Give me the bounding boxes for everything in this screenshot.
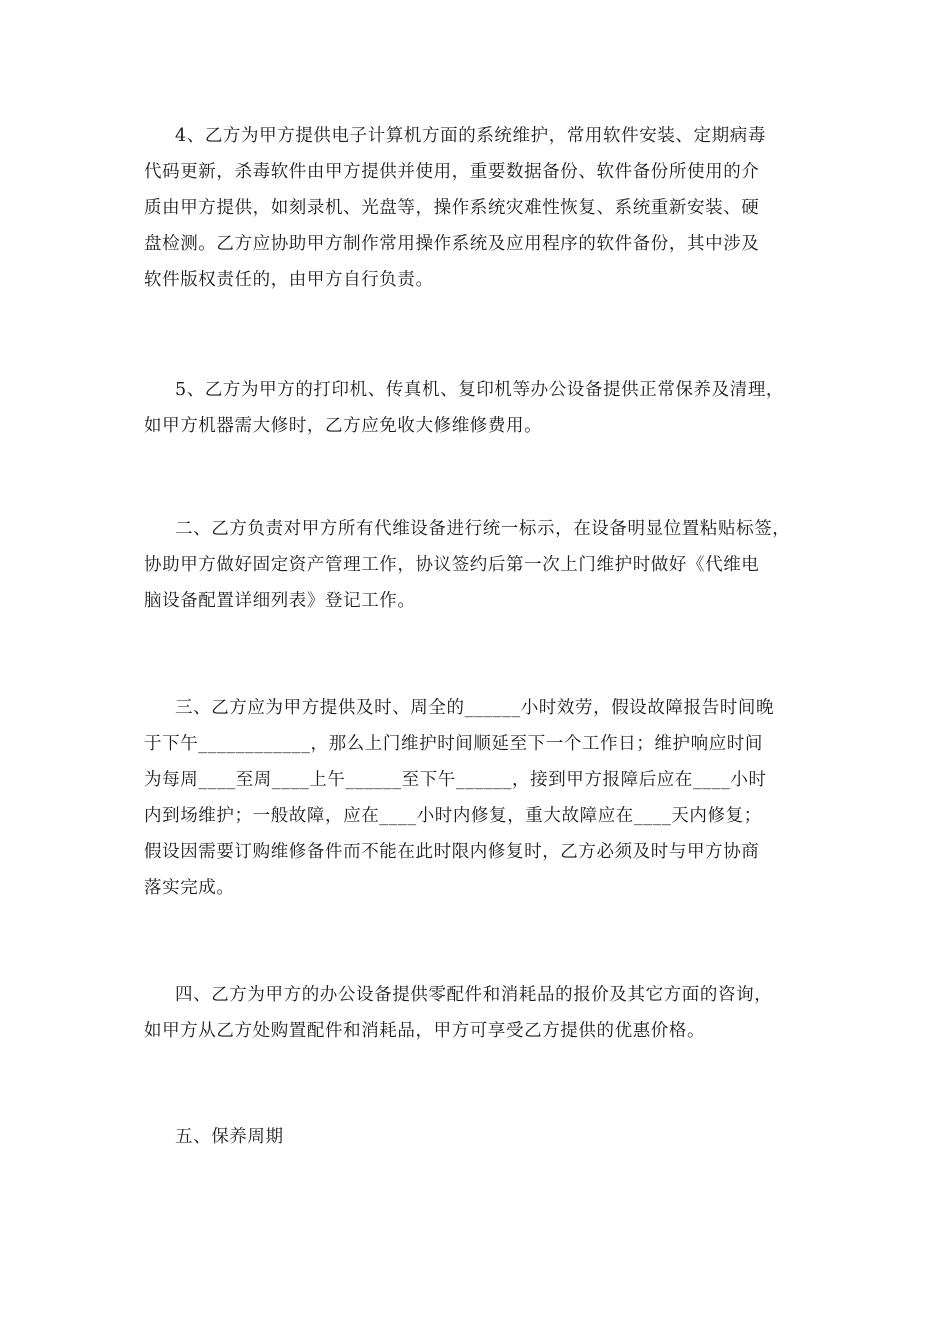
clause-4-system-maintenance [144, 118, 814, 298]
section-3-service-response [144, 690, 814, 906]
text-line: 5、乙方为甲方的打印机、传真机、复印机等办公设备提供正常保养及清理， [175, 380, 785, 400]
text-line: 质由甲方提供，如刻录机、光盘等，操作系统灾难性恢复、系统重新安装、硬 [144, 198, 760, 218]
text-line: 假设因需要订购维修备件而不能在此时限内修复时，乙方必须及时与甲方协商 [144, 842, 760, 862]
text-line: 二、乙方负责对甲方所有代维设备进行统一标示，在设备明显位置粘贴标签， [175, 519, 791, 539]
text-line: 脑设备配置详细列表》登记工作。 [144, 591, 416, 611]
text-line: 代码更新，杀毒软件由甲方提供并使用，重要数据备份、软件备份所使用的介 [144, 162, 760, 182]
text-line: 三、乙方应为甲方提供及时、周全的______小时效劳，假设故障报告时间晚 [175, 698, 775, 718]
section-5-heading [144, 1119, 814, 1155]
text-line: 于下午____________，那么上门维护时间顺延至下一个工作日；维护响应时间 [144, 734, 763, 754]
text-line: 落实完成。 [144, 878, 235, 898]
text-line: 内到场维护；一般故障，应在____小时内修复，重大故障应在____天内修复； [144, 806, 762, 826]
text-line: 如甲方从乙方处购置配件和消耗品，甲方可享受乙方提供的优惠价格。 [144, 1021, 706, 1041]
section-4-parts-consulting [144, 977, 814, 1049]
text-line: 为每周____至周____上午______至下午______，接到甲方报障后应在____小时 [144, 770, 767, 790]
text-line: 4、乙方为甲方提供电子计算机方面的系统维护，常用软件安装、定期病毒 [175, 126, 766, 146]
text-line: 如甲方机器需大修时，乙方应免收大修维修费用。 [144, 416, 543, 436]
section-2-equipment-labeling [144, 511, 814, 619]
text-line: 四、乙方为甲方的办公设备提供零配件和消耗品的报价及其它方面的咨询， [175, 985, 773, 1005]
text-line: 盘检测。乙方应协助甲方制作常用操作系统及应用程序的软件备份，其中涉及 [144, 234, 760, 254]
text-line: 软件版权责任的，由甲方自行负责。 [144, 270, 434, 290]
clause-5-office-equipment [144, 372, 814, 444]
text-line: 协助甲方做好固定资产管理工作，协议签约后第一次上门维护时做好《代维电 [144, 555, 760, 575]
section-heading: 五、保养周期 [175, 1127, 284, 1147]
